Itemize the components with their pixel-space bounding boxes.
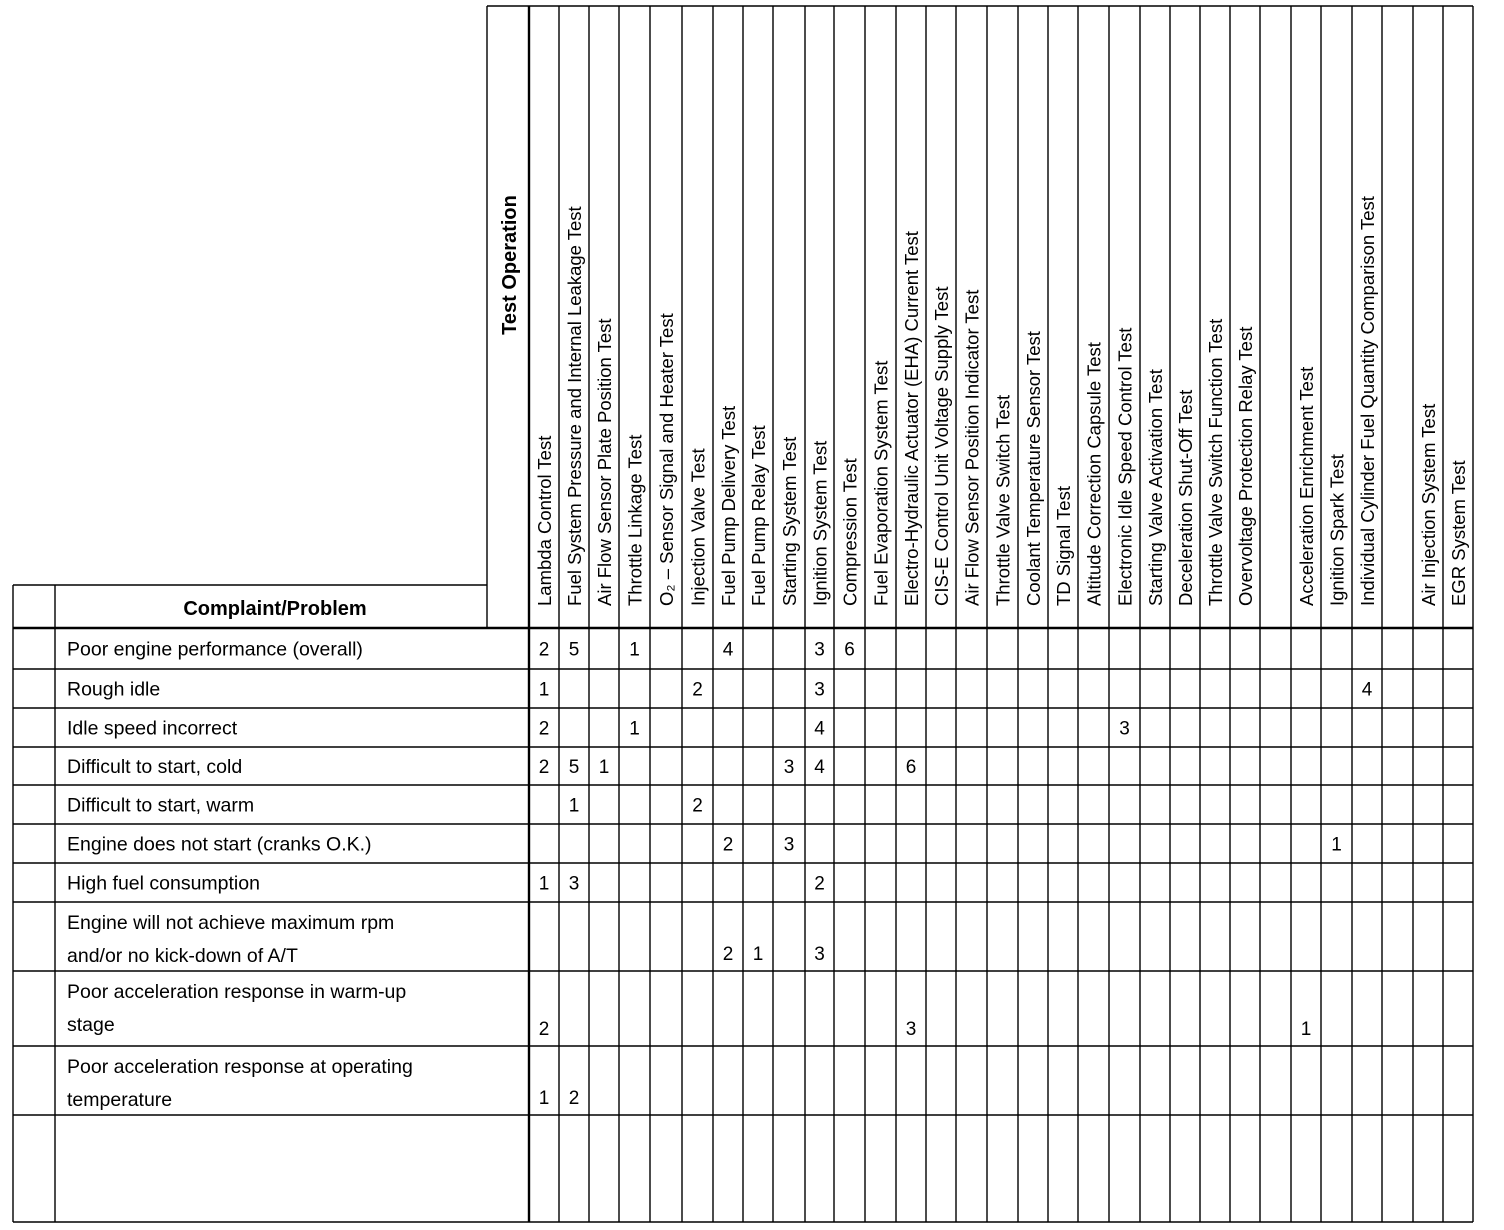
cell-value: 1 — [629, 639, 640, 661]
row-label-8-line-1: Engine will not achieve maximum rpm — [67, 912, 395, 934]
row-label-10-line-1: Poor acceleration response at operating — [67, 1056, 413, 1078]
column-label-13: Electro-Hydraulic Actuator (EHA) Current Test — [901, 231, 922, 606]
cell-value: 1 — [538, 873, 550, 895]
row-label-1: Poor engine performance (overall) — [67, 638, 363, 661]
column-label-15: Air Flow Sensor Position Indicator Test — [961, 289, 983, 606]
column-label-17: Coolant Temperature Sensor Test — [1023, 331, 1044, 606]
cell-value: 1 — [1300, 1019, 1312, 1040]
complaint-problem-header: Complaint/Problem — [183, 598, 367, 620]
cell-value: 1 — [1331, 834, 1342, 856]
column-label-9: Starting System Test — [779, 436, 800, 606]
row-label-4: Difficult to start, cold — [67, 756, 243, 778]
cell-value: 1 — [598, 757, 610, 778]
cell-value: 2 — [568, 1088, 580, 1109]
cell-value: 2 — [692, 795, 703, 817]
column-label-23: Throttle Valve Switch Function Test — [1205, 318, 1226, 606]
column-label-11: Compression Test — [839, 458, 861, 606]
column-label-3: Air Flow Sensor Plate Position Test — [594, 318, 615, 606]
cell-value: 2 — [538, 1019, 550, 1040]
column-label-20: Electronic Idle Speed Control Test — [1114, 327, 1136, 606]
cell-value: 3 — [905, 1019, 917, 1040]
cell-value: 2 — [538, 639, 550, 661]
column-label-2: Fuel System Pressure and Internal Leakage Test — [564, 206, 585, 606]
cell-value: 2 — [722, 944, 734, 965]
column-label-28: Individual Cylinder Fuel Quantity Comparison Test — [1357, 196, 1378, 606]
row-label-6: Engine does not start (cranks O.K.) — [67, 833, 372, 856]
cell-value: 2 — [538, 757, 550, 778]
cell-value: 2 — [692, 679, 703, 701]
column-label-1: Lambda Control Test — [534, 435, 555, 606]
cell-value: 6 — [905, 757, 917, 778]
column-label-4: Throttle Linkage Test — [624, 434, 646, 606]
row-label-5: Difficult to start, warm — [67, 794, 255, 817]
column-label-5: O₂ – Sensor Signal and Heater Test — [656, 313, 677, 606]
cell-value: 5 — [568, 639, 580, 661]
cell-value: 3 — [568, 873, 580, 895]
column-label-7: Fuel Pump Delivery Test — [718, 405, 739, 606]
cell-value: 4 — [814, 757, 825, 778]
column-label-12: Fuel Evaporation System Test — [870, 360, 892, 606]
cell-value: 1 — [629, 718, 640, 740]
cell-value: 1 — [752, 944, 764, 965]
row-label-2: Rough idle — [67, 678, 161, 701]
column-label-30: Air Injection System Test — [1418, 403, 1439, 606]
cell-value: 1 — [538, 679, 550, 701]
cell-value: 3 — [783, 834, 795, 856]
column-label-19: Altitude Correction Capsule Test — [1083, 342, 1105, 606]
test-operation-header: Test Operation — [499, 195, 521, 335]
cell-value: 2 — [814, 873, 825, 895]
column-label-27: Ignition Spark Test — [1326, 454, 1348, 606]
row-label-7: High fuel consumption — [67, 872, 260, 895]
row-label-10-line-2: temperature — [67, 1089, 173, 1111]
cell-value: 2 — [722, 834, 734, 856]
cell-value: 3 — [814, 679, 825, 701]
row-label-8-line-2: and/or no kick-down of A/T — [67, 945, 298, 967]
cell-value: 6 — [844, 639, 855, 661]
column-label-31: EGR System Test — [1448, 460, 1469, 606]
column-label-10: Ignition System Test — [809, 440, 831, 606]
cell-value: 5 — [568, 757, 580, 778]
cell-value: 1 — [568, 795, 580, 817]
column-label-21: Starting Valve Activation Test — [1145, 369, 1166, 606]
row-label-9-line-1: Poor acceleration response in warm-up — [67, 981, 407, 1003]
cell-value: 4 — [722, 639, 734, 661]
column-label-24: Overvoltage Protection Relay Test — [1235, 326, 1256, 606]
cell-value: 1 — [538, 1088, 550, 1109]
column-label-6: Injection Valve Test — [687, 448, 709, 606]
cell-value: 4 — [814, 718, 825, 740]
column-label-14: CIS-E Control Unit Voltage Supply Test — [931, 286, 952, 606]
column-label-22: Deceleration Shut-Off Test — [1175, 389, 1196, 606]
cell-value: 3 — [783, 757, 795, 778]
cell-value: 3 — [814, 639, 825, 661]
column-label-26: Acceleration Enrichment Test — [1296, 366, 1317, 606]
row-label-9-line-2: stage — [67, 1014, 115, 1036]
row-label-3: Idle speed incorrect — [67, 717, 238, 740]
column-label-18: TD Signal Test — [1053, 486, 1074, 606]
cell-value: 3 — [1119, 718, 1130, 740]
column-label-8: Fuel Pump Relay Test — [748, 425, 769, 606]
cell-value: 2 — [538, 718, 550, 740]
column-label-16: Throttle Valve Switch Test — [992, 394, 1014, 606]
cell-value: 4 — [1361, 679, 1373, 701]
cell-value: 3 — [814, 944, 825, 965]
